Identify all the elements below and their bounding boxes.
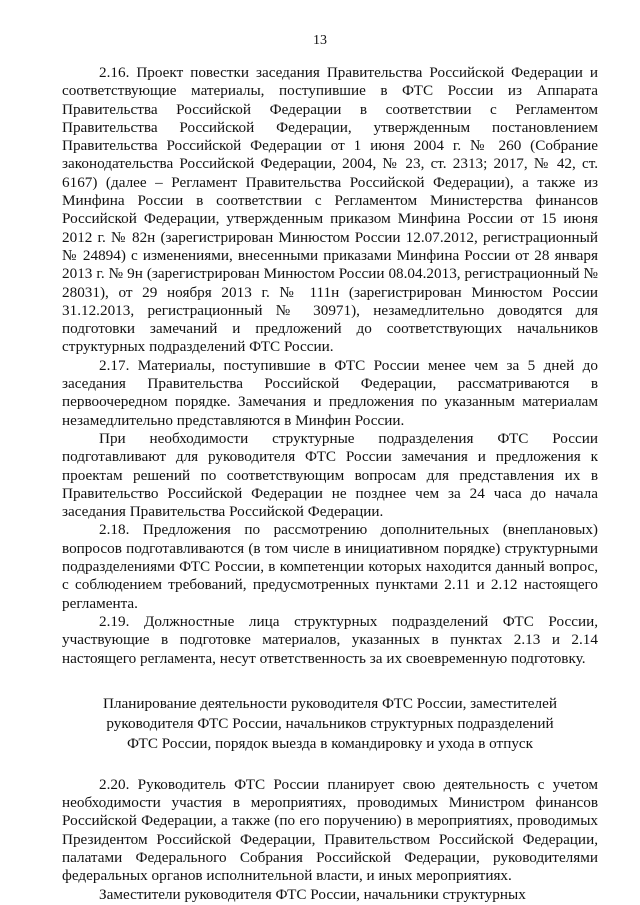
page-number: 13 [313,33,327,48]
section-heading-line: руководителя ФТС России, начальников структурных подразделений [106,714,554,732]
section-heading-line: Планирование деятельности руководителя ФТС России, заместителей [103,694,557,712]
paragraph-2-20: 2.20. Руководитель ФТС России планирует свою деятельность с учетом необходимости участия в мероприятиях, проводимых Министром финансов Российской Федерации, а также (по его поручению) в мероприятиях, проводимых Президентом Российской Федерации, Правительством Российской Федерации, палатами Федерального Собрания Российской Федерации, руководителями федеральных органов исполнительной власти, и иных мероприятиях. [62,775,598,885]
paragraph-2-20-continued: Заместители руководителя ФТС России, начальники структурных [99,885,526,903]
paragraph-2-17-continued: При необходимости структурные подразделения ФТС России подготавливают для руководителя ФТС России замечания и предложения к проектам решений по соответствующим вопросам для представления их в Правительство Российской Федерации не позднее чем за 24 часа до начала заседания Правительства Российской Федерации. [62,429,598,521]
paragraph-2-17: 2.17. Материалы, поступившие в ФТС России менее чем за 5 дней до заседания Правительства Российской Федерации, рассматриваются в первоочередном порядке. Замечания и предложения по указанным материалам незамедлительно представляются в Минфин России. [62,356,598,429]
paragraph-2-18: 2.18. Предложения по рассмотрению дополнительных (внеплановых) вопросов подготавливаются (в том числе в инициативном порядке) структурными подразделениями ФТС России, в компетенции которых находится данный вопрос, с соблюдением требований, предусмотренных пунктами 2.11 и 2.12 настоящего регламента. [62,521,598,612]
section-heading-line: ФТС России, порядок выезда в командировку и ухода в отпуск [126,734,534,752]
section-heading [62,694,598,754]
paragraph-2-19: 2.19. Должностные лица структурных подразделений ФТС России, участвующие в подготовке материалов, указанных в пунктах 2.13 и 2.14 настоящего регламента, несут ответственность за их своевременную подготовку. [62,612,598,667]
paragraph-2-16: 2.16. Проект повестки заседания Правительства Российской Федерации и соответствующие материалы, поступившие в ФТС России из Аппарата Правительства Российской Федерации в соответствии с Регламентом Правительства Российской Федерации, утвержденным постановлением Правительства Российской Федерации от 1 июня 2004 г. № 260 (Собрание законодательства Российской Федерации, 2004, № 23, ст. 2313; 2017, № 42, ст. 6167) (далее – Регламент Правительства Российской Федерации), а также из Минфина России в соответствии с Регламентом Министерства финансов Российской Федерации, утвержденным приказом Минфина России от 15 июня 2012 г. № 82н (зарегистрирован Минюстом России 12.07.2012, регистрационный № 24894) с изменениями, внесенными приказами Минфина России от 28 января 2013 г. № 9н (зарегистрирован Минюстом России 08.04.2013, регистрационный № 28031), от 29 ноября 2013 г. № 111н (зарегистрирован Минюстом России 31.12.2013, регистрационный № 30971), незамедлительно доводятся для подготовки замечаний и предложений до соответствующих начальников структурных подразделений ФТС России. [62,64,598,356]
document-body [62,64,598,904]
